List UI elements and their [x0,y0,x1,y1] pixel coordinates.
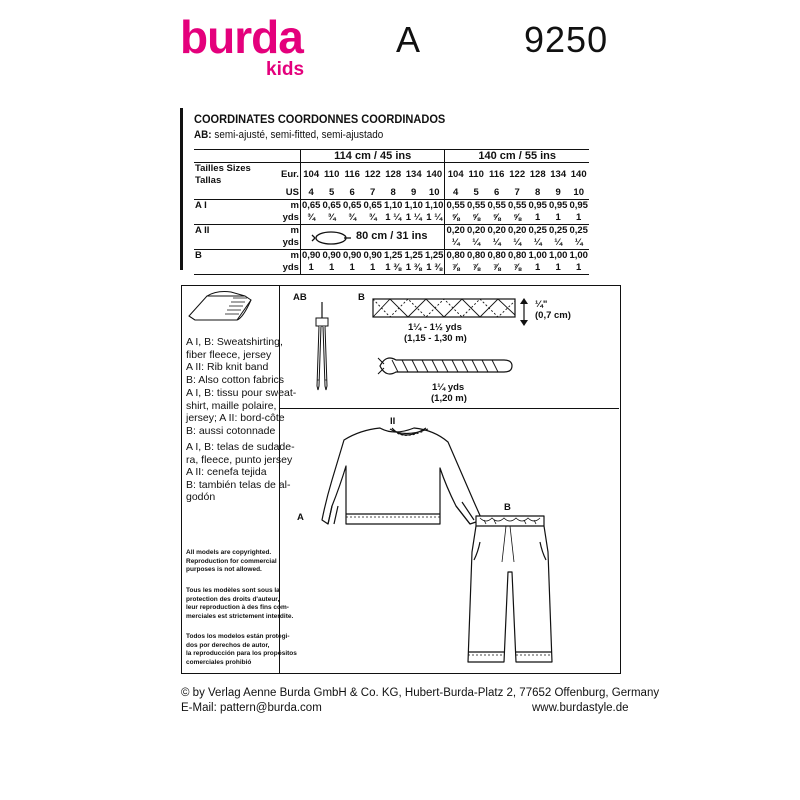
footer-website[interactable]: www.burdastyle.de [532,702,629,714]
fabric-line: ra, fleece, punto jersey [186,453,293,466]
value-cell: 1,00 [569,250,588,261]
value-cell: 0,90 [363,250,382,261]
fabric-recommendations-fr [186,387,296,437]
value-cell: ¼ [492,237,501,248]
value-cell: 1 [535,262,541,273]
brand-sub-text: kids [266,59,305,80]
pants-sketch [462,512,558,668]
tape-width-metric: (0,7 cm) [535,310,571,321]
size-cell: 122 [509,169,526,180]
value-cell: 0,95 [569,200,588,211]
label-ii: II [390,416,396,427]
size-cell: 10 [424,187,445,200]
size-cell: 116 [489,169,505,180]
value-cell: 0,55 [487,200,506,211]
value-cell: 0,90 [301,250,321,261]
value-cell: 1,25 [404,250,423,261]
fit-description [194,129,383,142]
value-cell: 1 [349,262,355,273]
value-cell: ⅝ [451,212,460,223]
unit-label: yds [280,262,300,275]
size-cell: 134 [405,169,422,180]
value-cell: 1,10 [383,200,403,211]
size-cell: 4 [453,187,459,198]
footer-email[interactable]: E-Mail: pattern@burda.com [181,702,322,714]
value-cell: ¾ [348,212,357,223]
value-cell: 0,20 [507,225,527,236]
cord-icon [376,348,516,378]
value-cell: 1 [576,262,582,273]
us-label: US [280,187,300,200]
value-cell: 1,25 [424,250,444,261]
fabric-line: B: Also cotton fabrics [186,373,285,386]
fabric-line: A I, B: telas de sudade- [186,441,295,453]
value-cell: 1 ¼ [385,212,402,223]
size-cell: 4 [308,187,314,198]
rib-loop-icon [311,229,351,247]
table-row [194,200,589,213]
value-cell: 1,00 [548,250,568,261]
sizes-label: Tailles Sizes Tallas [195,163,251,186]
value-cell: 1 ⅜ [385,262,402,273]
value-cell: 0,90 [342,250,362,261]
width-arrow-icon [518,297,530,327]
page-title: COORDINATES COORDONNES COORDINADOS [194,112,446,126]
copyright-line: leur reproduction à des fins com- [186,604,289,611]
size-cell: 5 [473,187,479,198]
size-cell: 128 [385,169,402,180]
value-cell: 1 ¼ [424,212,445,225]
width-140-header: 140 cm / 55 ins [478,150,557,162]
copyright-es [186,633,297,667]
value-cell: 1 ⅜ [405,262,422,273]
value-cell: 1,00 [528,250,547,261]
unit-label: m [280,200,300,213]
value-cell: 1 [329,262,335,273]
footer-copyright: © by Verlag Aenne Burda GmbH & Co. KG, Hubert-Burda-Platz 2, 77652 Offenburg, Germany [181,687,660,699]
size-cell: 7 [370,187,376,198]
value-cell: ¾ [368,212,377,223]
size-cell: 8 [390,187,396,198]
value-cell: 1 [308,262,314,273]
copyright-line: Tous les modèles sont sous la [186,587,280,594]
fabric-line: fiber fleece, jersey [186,348,272,361]
fabric-line: shirt, maille polaire, [186,399,277,412]
value-cell: 0,55 [466,200,486,211]
copyright-line: la reproducción para los propósitos [186,650,297,657]
copyright-line: dos por derechos de autor, [186,641,270,649]
elastic-length-metric: (1,15 - 1,30 m) [404,333,467,344]
size-cell: 10 [573,187,584,198]
size-cell: 134 [550,169,567,180]
value-cell: 0,25 [528,225,547,236]
size-cell: 7 [514,187,520,198]
copyright-fr [186,587,293,621]
fabric-recommendations-es [186,441,295,504]
value-cell: ⅞ [492,262,501,273]
value-cell: ¼ [533,237,542,248]
value-cell: 0,95 [528,200,547,211]
value-cell: ¼ [574,237,583,248]
row-name: B [195,250,202,261]
twin-needle-icon [310,300,334,392]
size-cell: 140 [424,163,445,188]
unit-label: yds [280,212,300,225]
value-cell: 0,80 [466,250,486,261]
value-cell: ⅞ [451,262,460,273]
value-cell: ¾ [307,212,316,223]
value-cell: 0,65 [342,200,362,211]
value-cell: ⅞ [513,262,522,273]
value-cell: 0,25 [569,225,588,236]
size-cell: 128 [529,169,546,180]
value-cell: 0,25 [548,225,568,236]
label-b-pants: B [504,502,511,513]
value-cell: 1,25 [383,250,403,261]
fabric-swatch-icon [187,288,253,322]
value-cell: 1,10 [424,200,444,211]
size-cell: 6 [349,187,355,198]
table-row [194,212,589,225]
value-cell: 1 [555,262,561,273]
value-cell: ¾ [327,212,336,223]
fabric-line: B: aussi cotonnade [186,424,276,437]
value-cell: 0,80 [446,250,465,261]
size-cell: 140 [570,169,587,180]
size-cell: 122 [364,169,381,180]
copyright-line: protection des droits d'auteur, [186,595,280,603]
value-cell: ¼ [554,237,563,248]
eur-label: Eur. [280,163,300,188]
width-114-header: 114 cm / 45 ins [300,150,445,163]
value-cell: ¼ [472,237,481,248]
value-cell: ⅝ [492,212,501,223]
fabric-line: jersey; A II: bord-côte [186,412,285,424]
value-cell: 1,10 [404,200,423,211]
fit-prefix: AB: [194,129,212,141]
table-row [194,250,589,263]
copyright-line: All models are copyrighted. [186,549,272,556]
row-name: A I [195,200,207,211]
value-cell: ⅝ [472,212,481,223]
fabric-line: A I, B: tissu pour sweat- [186,387,297,399]
value-cell: 1 [535,212,541,223]
size-cell: 104 [447,169,464,180]
size-cell: 110 [468,169,484,180]
value-cell: ⅝ [513,212,522,223]
value-cell: 0,80 [507,250,527,261]
brand-logo-text: burda [180,11,303,63]
fabric-line: godón [186,491,216,503]
cord-length: 1¼ yds [432,382,465,393]
value-cell: 0,20 [487,225,506,236]
value-cell: ⅞ [472,262,481,273]
notion-label-b: B [358,292,365,303]
value-cell: 0,65 [363,200,382,211]
fit-text: semi-ajusté, semi-fitted, semi-ajustado [214,129,384,141]
value-cell: 0,80 [487,250,506,261]
unit-label: m [280,250,300,263]
size-cell: 5 [329,187,335,198]
value-cell: 1 [576,212,582,223]
value-cell: 1 ⅜ [424,262,445,275]
value-cell: 0,90 [322,250,341,261]
table-row [194,262,589,275]
copyright-line: merciales est strictement interdite. [186,612,294,620]
section-bar [180,108,183,270]
frame-divider-horizontal [279,408,619,409]
value-cell: 0,55 [446,200,465,211]
notion-label-ab: AB [293,292,307,303]
pattern-number: 9250 [524,19,609,60]
tape-width: ¼" [535,299,548,310]
value-cell: 0,65 [322,200,341,211]
row-name: A II [195,225,210,236]
table-row [194,225,589,238]
burda-kids-logo [180,11,315,80]
value-cell: 1 ¼ [405,212,422,223]
copyright-line: Todos los modelos están protegi- [186,633,290,640]
value-cell: 0,20 [446,225,465,236]
value-cell: 0,65 [301,200,321,211]
label-a: A [297,512,304,523]
view-letter: A [396,19,421,60]
fabric-line: A II: Rib knit band [186,361,269,373]
fabric-line: A II: cenefa tejida [186,466,267,478]
fabric-recommendations-en [186,336,284,386]
value-cell: 0,20 [466,225,486,236]
size-cell: 9 [411,187,417,198]
copyright-line: Reproduction for commercial [186,557,277,565]
value-cell: ¼ [451,237,460,248]
size-cell: 6 [494,187,500,198]
size-cell: 9 [555,187,561,198]
unit-label: yds [280,237,300,250]
elastic-tape-icon [372,297,516,319]
value-cell: 1 [555,212,561,223]
fabric-line: B: también telas de al- [186,478,291,491]
unit-label: m [280,225,300,238]
copyright-line: comerciales prohibió [186,658,252,666]
value-cell: ¼ [513,237,522,248]
yardage-table [194,149,589,275]
size-cell: 110 [324,169,340,180]
value-cell: 0,55 [507,200,527,211]
elastic-length: 1¼ - 1½ yds [408,322,462,333]
cord-length-metric: (1,20 m) [431,393,467,404]
size-cell: 8 [535,187,541,198]
copyright-line: purposes is not allowed. [186,566,262,573]
size-cell: 116 [344,169,360,180]
rib-band-cell [300,225,445,250]
value-cell: 0,95 [548,200,568,211]
size-cell: 104 [303,169,320,180]
fabric-line: A I, B: Sweatshirting, [186,336,283,348]
rib-band-length: 80 cm / 31 ins [355,230,428,242]
copyright-en [186,549,277,575]
value-cell: 1 [370,262,376,273]
